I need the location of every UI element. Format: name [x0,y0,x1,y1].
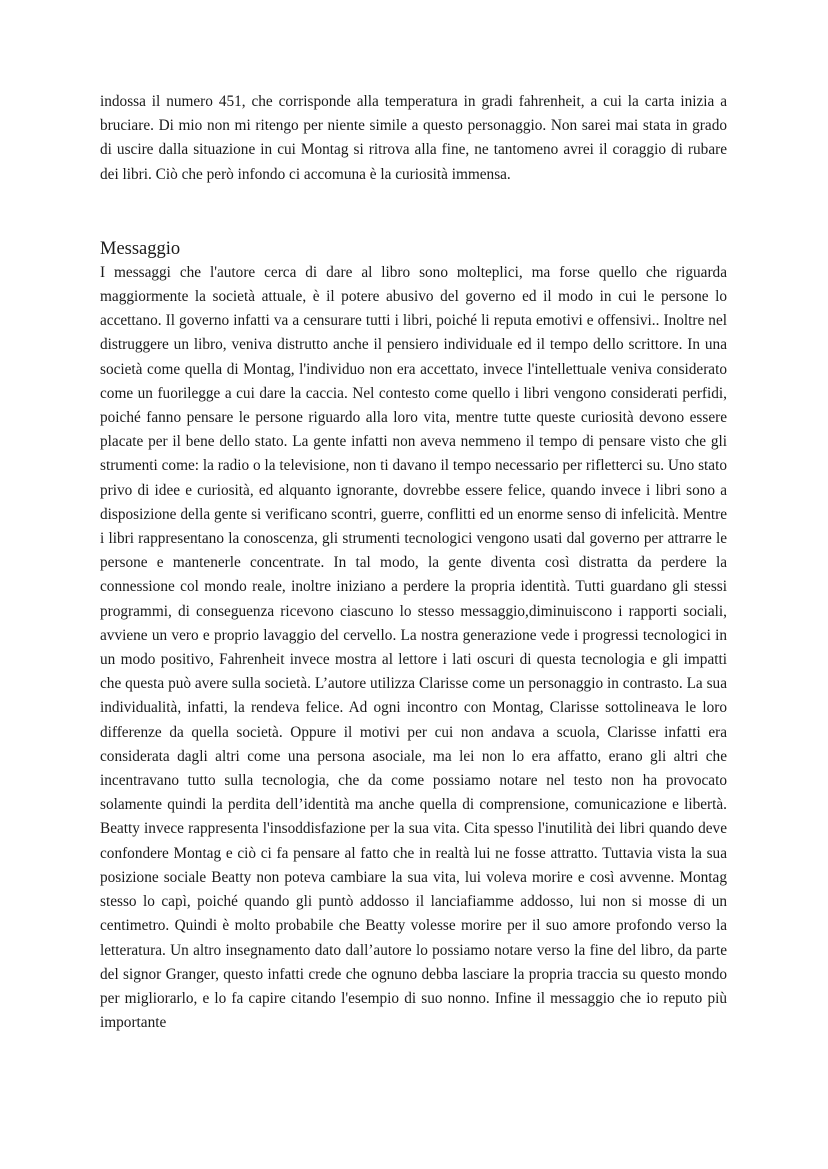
intro-paragraph: indossa il numero 451, che corrisponde alla temperatura in gradi fahrenheit, a cui la carta inizia a bruciare. Di mio non mi ritengo per niente simile a questo personaggio. Non sarei mai stata in grado di uscire dalla situazione in cui Montag si ritrova alla fine, ne tantomeno avrei il coraggio di rubare dei libri. Ciò che però infondo ci accomuna è la curiosità immensa. [100,93,727,183]
section-paragraph: I messaggi che l'autore cerca di dare al libro sono molteplici, ma forse quello che riguarda maggiormente la società attuale, è il potere abusivo del governo ed il modo in cui le persone lo accettano. Il governo infatti va a censurare tutti i libri, poiché li reputa emotivi e offensivi.. Inoltre nel distruggere un libro, veniva distrutto anche il pensiero individuale ed il tempo dello scrittore. In una società come quella di Montag, l'individuo non era accettato, invece l'intellettuale veniva considerato come un fuorilegge a cui dare la caccia. Nel contesto come quello i libri vengono considerati perfidi, poiché fanno pensare le persone riguardo alla loro vita, mentre tutte queste curiosità devono essere placate per il bene dello stato. La gente infatti non aveva nemmeno il tempo di pensare visto che gli strumenti come: la radio o la televisione, non ti davano il tempo necessario per rifletterci su. Uno stato privo di idee e curiosità, ed alquanto ignorante, dovrebbe essere felice, quando invece i libri sono a disposizione della gente si verificano scontri, guerre, conflitti ed un enorme senso di infelicità. Mentre i libri rappresentano la conoscenza, gli strumenti tecnologici vengono usati dal governo per attrarre le persone e mantenerle concentrate. In tal modo, la gente diventa così distratta da perdere la connessione col mondo reale, inoltre iniziano a perdere la propria identità. Tutti guardano gli stessi programmi, di conseguenza ricevono ciascuno lo stesso messaggio,diminuiscono i rapporti sociali, avviene un vero e proprio lavaggio del cervello. La nostra generazione vede i progressi tecnologici in un modo positivo, Fahrenheit invece mostra al lettore i lati oscuri di questa tecnologia e gli impatti che questa può avere sulla società. L’autore utilizza Clarisse come un personaggio in contrasto. La sua individualità, infatti, la rendeva felice. Ad ogni incontro con Montag, Clarisse sottolineava le loro differenze da quella società. Oppure il motivi per cui non andava a scuola, Clarisse infatti era considerata dagli altri come una persona asociale, ma lei non lo era affatto, erano gli altri che incentravano tutto sulla tecnologia, che da come possiamo notare nel testo non ha provocato solamente quindi la perdita dell’identità ma anche quella di comprensione, comunicazione e libertà. Beatty invece rappresenta l'insoddisfazione per la sua vita. Cita spesso l'inutilità dei libri quando deve confondere Montag e ciò ci fa pensare al fatto che in realtà lui ne fosse attratto. Tuttavia vista la sua posizione sociale Beatty non poteva cambiare la sua vita, lui voleva morire e così avvenne. Montag stesso lo capì, poiché quando gli puntò addosso il lanciafiamme addosso, lui non si mosse di un centimetro. Quindi è molto probabile che Beatty volesse morire per il suo amore profondo verso la letteratura. Un altro insegnamento dato dall’autore lo possiamo notare verso la fine del libro, da parte del signor Granger, questo infatti crede che ognuno debba lasciare la propria traccia su questo mondo per migliorarlo, e lo fa capire citando l'esempio di suo nonno. Infine il messaggio che io reputo più importante [100,263,727,1032]
page-content [100,90,727,1035]
section-heading: Messaggio [100,238,181,259]
